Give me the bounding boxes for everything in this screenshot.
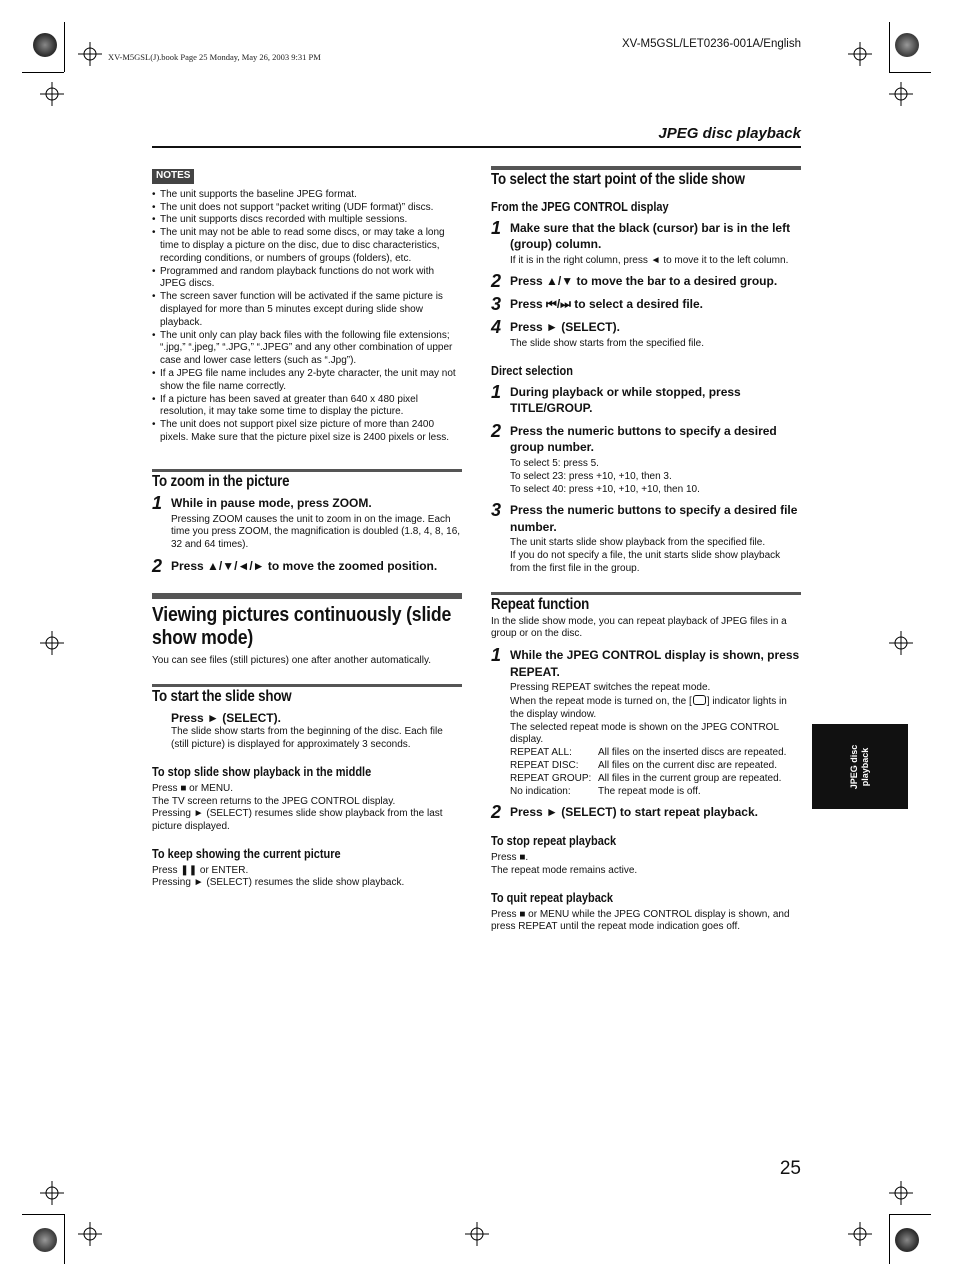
start-slideshow-heading: To start the slide show — [152, 687, 292, 705]
step-text: During playback or while stopped, press TITLE/GROUP. — [510, 384, 741, 416]
step-text: While in pause mode, press ZOOM. — [171, 495, 372, 510]
stop-middle-heading: To stop slide show playback in the middle — [152, 764, 372, 779]
step-detail: If it is in the right column, press ◄ to move it to the left column. — [510, 254, 789, 266]
keep-showing-heading: To keep showing the current picture — [152, 846, 341, 861]
color-swatch-icon — [895, 1228, 919, 1252]
repeat-detail-text: ] indicator lights in the display window. — [510, 695, 787, 720]
step-text: Press ▲/▼/◄/► to move the zoomed position. — [171, 558, 438, 573]
step-detail: The slide show starts from the specified file. — [510, 338, 704, 350]
repeat-mode-desc: The repeat mode is off. — [598, 785, 701, 797]
repeat-mode-desc: All files on the inserted discs are repeated. — [598, 747, 787, 759]
repeat-mode-row — [510, 786, 801, 799]
note-item: • The unit does not support “packet writing (UDF format)” discs. — [152, 202, 462, 215]
step-number: 1 — [491, 381, 502, 402]
repeat-mode-desc: All files in the current group are repeated. — [598, 772, 782, 784]
step-number: 1 — [152, 492, 163, 513]
repeat-mode-row — [510, 747, 801, 760]
notes-label: NOTES — [152, 169, 194, 184]
repeat-mode-key: REPEAT ALL: — [510, 747, 572, 759]
repeat-mode-desc: All files on the current disc are repeated. — [598, 759, 777, 771]
step-text: Press ▲/▼ to move the bar to a desired group. — [510, 274, 778, 289]
direct-step-1 — [491, 381, 801, 417]
registration-mark-icon — [465, 1222, 489, 1246]
step-number: 1 — [491, 645, 502, 666]
start-slideshow-section — [152, 684, 462, 752]
keep-showing-line: Pressing ► (SELECT) resumes the slide show playback. — [152, 877, 405, 889]
step-number: 3 — [491, 500, 502, 521]
chapter-tab — [812, 724, 908, 809]
repeat-mode-row — [510, 773, 801, 786]
note-item: • Programmed and random playback functions do not work with JPEG discs. — [152, 266, 462, 292]
viewing-intro: You can see files (still pictures) one after another automatically. — [152, 654, 432, 666]
repeat-indicator-icon — [693, 695, 706, 705]
select-step-2 — [491, 273, 801, 290]
select-start-section — [491, 166, 801, 187]
color-swatch-icon — [33, 1228, 57, 1252]
document-code: XV-M5GSL/LET0236-001A/English — [622, 38, 801, 50]
right-column — [491, 166, 801, 934]
direct-step-3 — [491, 502, 801, 535]
repeat-heading: Repeat function — [491, 595, 590, 613]
registration-mark-icon — [848, 1222, 872, 1246]
chapter-tab-line: JPEG disc — [849, 744, 859, 789]
step-number: 2 — [491, 802, 502, 823]
step-detail: To select 5: press 5. To select 23: press +10, +10, then 3. To select 40: press +10, +10, +10, then 10. — [510, 457, 700, 495]
repeat-mode-key: No indication: — [510, 785, 571, 797]
stop-repeat-line: Press ■. — [491, 852, 529, 864]
start-slideshow-step: Press ► (SELECT). — [171, 710, 281, 725]
step-text: Press ► (SELECT). — [510, 320, 620, 335]
repeat-detail-line: Pressing REPEAT switches the repeat mode. — [510, 682, 711, 694]
viewing-section — [152, 593, 462, 668]
stop-middle-line: Pressing ► (SELECT) resumes slide show playback from the last picture displayed. — [152, 808, 443, 833]
repeat-section — [491, 592, 801, 641]
left-column — [152, 169, 462, 890]
note-item: • The unit does not support pixel size picture of more than 2400 pixels. Make sure that the picture pixel size is 2400 pixels or less. — [152, 419, 462, 445]
repeat-mode-key: REPEAT GROUP: — [510, 772, 592, 784]
select-step-1 — [491, 217, 801, 253]
step-text: While the JPEG CONTROL display is shown, press REPEAT. — [510, 648, 800, 679]
step-number: 2 — [152, 555, 163, 576]
registration-mark-icon — [889, 82, 913, 106]
zoom-heading: To zoom in the picture — [152, 472, 290, 490]
viewing-heading: Viewing pictures continuously (slide show mode) — [152, 602, 452, 649]
registration-mark-icon — [889, 1181, 913, 1205]
quit-repeat-heading: To quit repeat playback — [491, 890, 614, 905]
step-detail: The unit starts slide show playback from the specified file. If you do not specify a file, the unit starts slide show playback from the first file in the group. — [510, 537, 781, 574]
start-slideshow-detail: The slide show starts from the beginning of the disc. Each file (still picture) is displayed for approximately 3 seconds. — [171, 726, 443, 751]
registration-mark-icon — [40, 1181, 64, 1205]
note-item: • If a picture has been saved at greater than 640 x 480 pixel resolution, it may take some time to display the picture. — [152, 394, 462, 420]
repeat-mode-row — [510, 760, 801, 773]
note-item: • The unit only can play back files with the following file extensions; “.jpg,” “.jpeg,” “.JPG,” “.JPEG” and any other combination of upper case and lower case letters (such as “.Jpg”). — [152, 330, 462, 368]
step-text: Press ► (SELECT) to start repeat playback. — [510, 805, 758, 820]
stop-repeat-line: The repeat mode remains active. — [491, 864, 638, 876]
zoom-step-2 — [152, 555, 462, 576]
repeat-detail — [491, 682, 801, 798]
page-number: 25 — [779, 1158, 801, 1179]
registration-mark-icon — [78, 42, 102, 66]
registration-mark-icon — [40, 82, 64, 106]
direct-selection-heading: Direct selection — [491, 364, 573, 379]
repeat-mode-key: REPEAT DISC: — [510, 759, 579, 771]
step-text: Press ⏮/⏭ to select a desired file. — [510, 297, 704, 312]
note-item: • The unit supports discs recorded with multiple sessions. — [152, 214, 462, 227]
registration-mark-icon — [78, 1222, 102, 1246]
note-item: • The screen saver function will be activated if the same picture is displayed for more than 5 minutes except during slide show playback. — [152, 291, 462, 329]
repeat-detail-line: The selected repeat mode is shown on the JPEG CONTROL display. — [510, 721, 779, 746]
step-number: 2 — [491, 420, 502, 441]
stop-middle-line: Press ■ or MENU. — [152, 782, 234, 794]
repeat-detail-text: When the repeat mode is turned on, the [ — [510, 695, 692, 707]
step-text: Make sure that the black (cursor) bar is in the left (group) column. — [510, 220, 791, 252]
repeat-step-1 — [491, 647, 801, 680]
note-item: • The unit may not be able to read some discs, or may take a long time to display a picture on the disc, due to disc characteristics, recording conditions, or numbers of groups (folders), etc. — [152, 227, 462, 265]
chapter-tab-line: playback — [860, 747, 870, 786]
select-step-3 — [491, 296, 801, 313]
from-control-heading: From the JPEG CONTROL display — [491, 199, 669, 214]
notes-list — [152, 189, 462, 445]
zoom-step-1 — [152, 492, 462, 513]
keep-showing-line: Press ❚❚ or ENTER. — [152, 864, 249, 876]
quit-repeat-text: Press ■ or MENU while the JPEG CONTROL display is shown, and press REPEAT until the repeat mode indication goes off. — [491, 908, 790, 933]
color-swatch-icon — [895, 33, 919, 57]
chapter-tab-label — [849, 744, 871, 789]
step-number: 2 — [491, 271, 502, 292]
direct-step-2 — [491, 420, 801, 456]
step-detail: Pressing ZOOM causes the unit to zoom in on the image. Each time you press ZOOM, the magnification is doubled (1.8, 4, 8, 16, 32 and 64 times). — [171, 513, 461, 551]
repeat-intro: In the slide show mode, you can repeat playback of JPEG files in a group or on the disc. — [491, 615, 787, 640]
repeat-step-2 — [491, 804, 801, 821]
registration-mark-icon — [848, 42, 872, 66]
select-step-4 — [491, 319, 801, 336]
repeat-detail-line — [510, 695, 801, 722]
zoom-section — [152, 469, 462, 575]
note-item: • If a JPEG file name includes any 2-byte character, the unit may not show the file name correctly. — [152, 368, 462, 394]
step-text: Press the numeric buttons to specify a desired file number. — [510, 503, 798, 534]
registration-mark-icon — [40, 631, 64, 655]
step-number: 3 — [491, 294, 502, 315]
book-file-line: XV-M5GSL(J).book Page 25 Monday, May 26, 2003 9:31 PM — [108, 52, 321, 62]
stop-repeat-heading: To stop repeat playback — [491, 834, 617, 849]
registration-mark-icon — [889, 631, 913, 655]
step-number: 4 — [491, 317, 502, 338]
stop-middle-line: The TV screen returns to the JPEG CONTROL display. — [152, 795, 396, 807]
note-item: • The unit supports the baseline JPEG format. — [152, 189, 462, 202]
section-title: JPEG disc playback — [658, 125, 801, 142]
header-rule — [152, 146, 801, 148]
step-text: Press the numeric buttons to specify a desired group number. — [510, 423, 777, 455]
color-swatch-icon — [33, 33, 57, 57]
select-start-heading: To select the start point of the slide show — [491, 171, 745, 188]
step-number: 1 — [491, 217, 502, 238]
